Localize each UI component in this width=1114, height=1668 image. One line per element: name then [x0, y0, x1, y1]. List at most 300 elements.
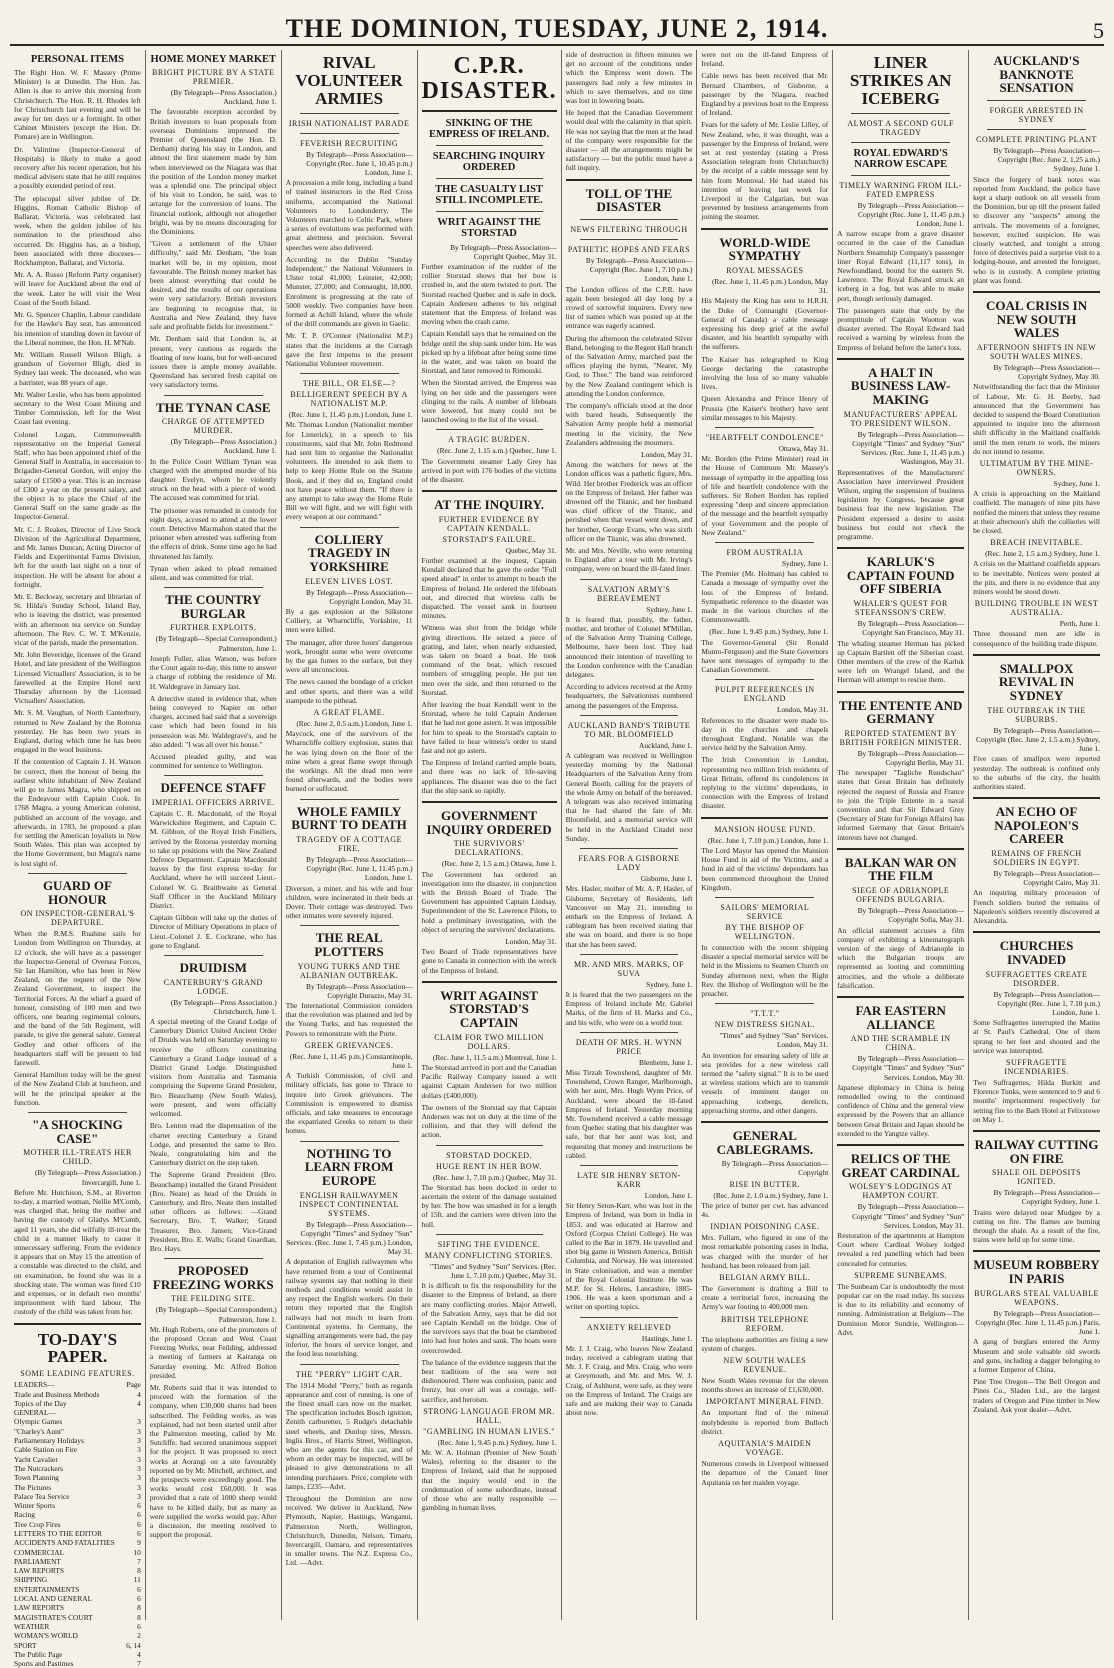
headline: C.P.R. DISASTER.: [421, 53, 557, 105]
article-paragraph: The Premier (Mr. Holman) has cabled to Canada a message of sympathy over the loss of the Empress of Ireland. Sympathetic reference to the disaster was made in the various churches of the Commonwealth.: [701, 569, 829, 625]
divider: [300, 113, 399, 114]
divider: [28, 873, 127, 874]
subheading: IRISH NATIONALIST PARADE: [288, 118, 410, 128]
section-divider: [837, 996, 964, 998]
divider: [987, 100, 1086, 101]
index-page: 4: [137, 1389, 141, 1399]
index-page: 6: [137, 1510, 141, 1520]
article-paragraph: Trains were delayed near Mudgee by a cutting on fire. The flames are burning through the shale. As a result of the fire, trains were held up for some time.: [973, 1207, 1100, 1245]
divider: [164, 775, 263, 776]
index-page: 3: [137, 1454, 141, 1464]
index-row: [14, 1650, 141, 1659]
index-entry: Topics of the Day: [14, 1398, 67, 1408]
article-paragraph: Mr. William Russell Wilson Bligh, a grandson of Governor Bligh, died in Sydney last week. The deceased, who was a barrister, was 88 years of age.: [14, 349, 141, 387]
subheading: INDIAN POISONING CASE.: [710, 1222, 820, 1232]
article-paragraph: Five cases of smallpox were reported yesterday. The outbreak is confined only to the suburbs of the city, the health authorities stated.: [973, 754, 1100, 791]
index-page: 6: [137, 1501, 141, 1511]
index-entry: WEATHER: [14, 1621, 50, 1631]
subheading: WOLSEY'S LODGINGS AT HAMPTON COURT.: [848, 1182, 953, 1201]
column-6: [697, 50, 833, 1620]
section-divider: [973, 291, 1100, 293]
article-paragraph: Sir Henry Seton-Karr, who was lost in the Empress of Ireland, was born in India in 1853, and was educated at Harrow and Oxford (Corpus Christi College). He was called to the Bar in 1879. He travelled and shot big game in Western America, British Columbia, and Norway. He was interested in State colonisation, and was a member of the Royal Colonial Institute. He was M.P. for St. Helens, Lancashire, 1885-1906. He was a keen sportsman and a writer on sporting topics.: [565, 1201, 693, 1312]
article-paragraph: The Storstad has been docked in order to ascertain the extent of the damage sustained by her. The bow was smashed in for a length of 15ft. and the carriers were driven into the hull.: [421, 1182, 557, 1229]
article-paragraph: "Given a settlement of the Ulster difficulty," said Mr. Denham, "the loan market will be, in my opinion, most favourable. The British money market has been almost everything that could be desired, and the results of our operations were very satisfactory. British investors are beginning to recognise that, in Australia and New Zealand, they have safe and profitable fields for investment.": [149, 239, 277, 332]
section-divider: [973, 1250, 1100, 1252]
subheading: THE OUTBREAK IN THE SUBURBS.: [987, 705, 1086, 724]
subheading: COMPLETE PRINTING PLANT: [976, 134, 1097, 144]
article-paragraph: Bro. Lenton read the dispensation of the charter erecting Canterbury a Grand Lodge, and presented the same to Bro. Neale, congratulating him and the Canterbury district on the step taken.: [149, 1121, 277, 1168]
index-entry: Tree Crop Fires: [14, 1519, 61, 1529]
subheading: SALVATION ARMY'S BEREAVEMENT: [587, 584, 671, 603]
headline: SEARCHING INQUIRY ORDERED: [432, 151, 546, 174]
divider: [436, 429, 543, 430]
subheading: NEW SOUTH WALES REVENUE.: [723, 1356, 807, 1375]
masthead-title: THE DOMINION, TUESDAY, JUNE 2, 1914.: [285, 14, 829, 43]
article-paragraph: The Government is drafting a Bill to create a territorial force, increasing the Army's war footing to 400,000 men.: [701, 1284, 829, 1312]
divider: [851, 142, 950, 143]
subheading: ROYAL MESSAGES: [726, 265, 804, 275]
article-paragraph: Mr. W. A. Holman (Premier of New South Wales), referring to the disaster to the Empress of Ireland, said that he supposed that the inquiry would end in the condemnation of some subordinate, instead of those who are really responsible — gambling in human lives.: [421, 1448, 557, 1513]
headline: LINER STRIKES AN ICEBERG: [849, 53, 952, 108]
headline: THE CASUALTY LIST STILL INCOMPLETE.: [435, 184, 543, 207]
article-paragraph: Further examined at the inquest, Captain Kendall declared that he gave the order "Full speed ahead" in order to attempt to beach the Empress of Ireland. He ordered the lifeboats out, and directed that wireless calls be dispatched. The vessel sank in fourteen minutes.: [421, 556, 557, 621]
subheading: MANSION HOUSE FUND.: [714, 824, 816, 834]
article-paragraph: Mr. and Mrs. Neville, who were returning to England after a tour with Mr. Irving's company, were on board the ill-fated liner.: [565, 546, 693, 574]
subheading: SIEGE OF ADRIANOPLE OFFENDS BULGARIA.: [852, 886, 950, 905]
divider: [580, 239, 679, 240]
divider: [580, 954, 679, 955]
section-divider: [973, 931, 1100, 933]
dateline: (By Telegraph—Special Correspondent.) Palmerston, June 1.: [155, 1305, 277, 1324]
index-row: [14, 1538, 141, 1547]
article-paragraph: After leaving the boat Kendall went to the Storstad, where he told Captain Andersen that he had not gone astern. It was impossible for him to speak to the Storstad's captain to have failed to hear witness's order to stand fast and not go astern.: [421, 700, 557, 756]
dateline: London, June 1.: [644, 1190, 693, 1200]
article-paragraph: A procession a mile long, including a band of trained instructors in the Red Cross uniforms, accompanied the National Volunteers to Londonderry. The Volunteers marched to Celtic Park, where a series of evolutions was performed with great alertness and precision. Several speeches were also delivered.: [285, 178, 413, 252]
index-entry: The Pictures: [14, 1482, 52, 1492]
section-divider: [837, 547, 964, 549]
article-paragraph: The Government has ordered an investigation into the disaster, in conjunction with the British Board of Trade. The Government has appointed Captain Lindsay, Superintendent of the St. Lawrence Pilots, to hold a preliminary investigation, with the object of securing the survivors' declarations.: [421, 869, 557, 934]
article-paragraph: Dr. Valintine (Inspector-General of Hospitals) is likely to make a good recovery after his recent operation, but his medical advisers state that he still requires a possibly extended period of rest.: [14, 144, 141, 191]
article-paragraph: Miss Tirzah Townshend, daughter of Mr. Townshend, Crown Ranger, Marlborough, with her aunt, Mrs. Hugh Wynn Price, of Auckland, were aboard the ill-fated Empress of Ireland. Yesterday morning Mr. Townshend received a cable message from Quebec stating that his daughter was safe, but that her aunt was lost, and requesting that money and instructions be cabled.: [565, 1067, 693, 1160]
section-divider: [422, 981, 557, 983]
index-row: [14, 1427, 141, 1436]
article-paragraph: A deputation of English railwaymen who have returned from a tour of Continental railway systems say that nothing in their methods and conditions would assist in any respect the English workers. On their return they reported that the English railways had not much to learn from Continental systems. In Germany, the signalling arrangements were bad, the pay inferior, the hours of service longer, and the food less nourishing.: [285, 1257, 413, 1359]
divider: [580, 1032, 679, 1033]
subheading: THE "PERRY" LIGHT CAR.: [295, 1369, 403, 1379]
index-entry: LAW REPORTS: [14, 1603, 64, 1613]
index-page: 6: [137, 1594, 141, 1604]
dateline: By Telegraph—Press Association—Copyright (Rec. June 1, 10.45 p.m.) London, June 1.: [306, 149, 413, 177]
index-page: 7: [137, 1556, 141, 1566]
headline: GOVERNMENT INQUIRY ORDERED: [426, 808, 552, 837]
section-divider: [837, 848, 964, 850]
divider: [436, 1234, 543, 1235]
index-entry: LAW REPORTS: [14, 1566, 64, 1576]
article-paragraph: References to the disaster were made to-day in the churches and chapels throughout England. Notable was the service held by the Salvation Army.: [701, 715, 829, 753]
subheading: ALMOST A SECOND GULF TRAGEDY: [847, 118, 954, 137]
article-paragraph: By a gas explosion at the Silkstone Colliery, at Wharncliffe, Yorkshire, 11 men were killed.: [285, 606, 413, 635]
subheading: BURGLARS STEAL VALUABLE WEAPONS.: [974, 1288, 1099, 1307]
divider: [580, 579, 679, 580]
section-divider: [701, 228, 828, 230]
article-paragraph: A crisis on the Maitland coalfields appears to be inevitable. Notices were posted at the pits, and there is no evidence that any miners would be stood down.: [973, 559, 1100, 596]
dateline: (Rec. June 1, 7.10 p.m.) Quebec, May 31.: [433, 1172, 557, 1182]
article-paragraph: Among the watchers for news at the London offices was a pathetic figure, Mrs. Wild. Her brother Frederick was an officer on the Empress of Ireland. Her father was drowned off the Titanic, and her husband was chief officer of the Titanic, and perished when that vessel went down, and her brother, George Evans, who was sixth officer on the Titanic, was also drowned.: [565, 460, 693, 543]
article-paragraph: Colonel Logan, Commonwealth representative on the Imperial General Staff, who has been appointed chief of the General Staff in Australia, in succession to Brigadier-General Gordon, will enjoy the salary of £1500 a year. This is an increase of £300 a year on the present salary, and the object is to place the Chief of the General Staff on the same grade as the Inspector-General.: [14, 429, 141, 522]
index-row: [14, 1492, 141, 1501]
index-entry: The Public Page: [14, 1649, 63, 1659]
dateline: (Rec. June 2, 0.5 a.m.) London, June 1.: [296, 719, 413, 728]
index-page: 6, 14: [126, 1640, 141, 1650]
subheading: YOUNG TURKS AND THE ALBANIAN OUTBREAK.: [297, 961, 401, 980]
divider: [715, 542, 814, 543]
article-paragraph: Some Suffragettes interrupted the Matins at St. Paul's Cathedral. One of them sprang to her feet and shouted and the service was interrupted.: [973, 1018, 1100, 1055]
headline: WRIT AGAINST THE STORSTAD: [437, 217, 541, 240]
article-paragraph: Captain Kendall says that he remained on the bridge until the ship sank under him. He was picked up by a lifeboat after being some time in the water, and was taken on board the Storstad, and later removed to Rimouski.: [421, 329, 557, 376]
dateline: By Telegraph—Press Association—Copyright "Times" and Sydney "Sun" Services. (Rec. June 1, 7.45 p.m.) London, May 31.: [286, 1219, 413, 1257]
article-paragraph: He hoped that the Canadian Government would deal with the calamity in that spirit. He was not saying that the men at the head of the company were responsible for the disaster — all the arrangements might be satisfactory — but the public must have a full inquiry.: [565, 108, 693, 173]
divider: [300, 1141, 399, 1142]
headline: CHURCHES INVADED: [999, 938, 1074, 967]
article-paragraph: The Supreme Grand President (Bro. Beauchamp) installed the Grand President (Bro. Neate) as head of the Druids in Canterbury, and Bro. Neate then installed other officers as follows: —Grand Secretary, Bro. T. Walker; Grand Treasurer, Bro. Jansen; Vice-Grand President, Bro. E. Walls; Grand Guardian, Bro. Hays.: [149, 1170, 277, 1253]
dateline: (By Telegraph—Press Association.) Christchurch, June 1.: [170, 997, 277, 1016]
dateline: Perth, June 1.: [1059, 619, 1100, 629]
index-page: 11: [133, 1575, 141, 1585]
index-entry: Racing: [14, 1510, 35, 1520]
index-entry: MAGISTRATE'S COURT: [14, 1612, 93, 1622]
subheading: IMPERIAL OFFICERS ARRIVE.: [151, 797, 275, 807]
index-row: [14, 1622, 141, 1631]
headline: COAL CRISIS IN NEW SOUTH WALES: [985, 297, 1088, 341]
divider: [851, 175, 950, 176]
article-paragraph: The Kaiser has telegraphed to King George declaring the catastrophe involving the loss of so many valuable lives.: [701, 354, 829, 392]
section-divider: [701, 1121, 828, 1123]
dateline: By Telegraph—Press Association—Copyright "Times" and Sydney "Sun" Services. (Rec. June 1, 11.45 p.m.) Washington, May 31.: [852, 429, 965, 467]
subheading: NEW DISTRESS SIGNAL.: [714, 1020, 815, 1030]
dateline: Sydney, June 1.: [781, 559, 829, 569]
subheading: HUGE RENT IN HER BOW.: [436, 1161, 542, 1171]
divider: [300, 527, 399, 528]
subheading: THE FEILDING SITE.: [171, 1294, 256, 1304]
index-entry: Olympic Games: [14, 1417, 63, 1427]
dateline: By Telegraph—Press Association—Copyright Cairo, May 31.: [993, 869, 1100, 888]
article-paragraph: Mrs. Fullam, who figured in one of the most remarkable poisoning cases in India, was charged with the murder of her husband, has been released from jail.: [701, 1233, 829, 1270]
subheading: SUPREME SUNBEAMS.: [854, 1270, 948, 1280]
dateline: (By Telegraph—Press Association.) Auckland, June 1.: [170, 88, 277, 107]
index-page: [127, 1408, 141, 1417]
column-2: [146, 50, 282, 1620]
article-paragraph: A gang of burglars entered the Army Museum and stole valuable old swords and guns, including a dagger belonging to a former Emperor of China.: [973, 1337, 1100, 1374]
article-paragraph: Maycock, one of the survivors of the Wharncliffe colliery explosion, states that he was lying down on the floor of the mine when a great flame swept through the workings. All the dead men were found afterwards, and the bodies were burned or suffocated.: [285, 729, 413, 794]
dateline: By Telegraph—Press Association—Copyright (Rec. June 1, 7.10 p.m.) London, June 1.: [993, 989, 1100, 1017]
dateline: Sydney, June 1.: [646, 604, 693, 614]
headline: DRUIDISM: [179, 960, 247, 976]
subheading: WHALER'S QUEST FOR STEFANSSON'S CREW.: [853, 599, 948, 618]
dateline: London, May 31.: [641, 449, 693, 459]
article-paragraph: Numerous crowds in Liverpool witnessed the departure of the Cunard liner Aquitania on her maiden voyage.: [701, 1459, 829, 1487]
headline: SINKING OF THE EMPRESS OF IRELAND.: [429, 118, 550, 141]
article-paragraph: The Government steamer Lady Grey has arrived in port with 176 bodies of the victims of the disaster.: [421, 456, 557, 484]
section-divider: [837, 1144, 964, 1146]
dateline: (Rec. June 2, 1.15 a.m.) Quebec, June 1.: [437, 446, 557, 456]
dateline: By Telegraph—Press Association—Copyright Durazzo, May 31.: [306, 981, 413, 1000]
article-paragraph: A crisis is approaching on the Maitland coalfield. The managers of nine pits have notified the miners that unless they resume at their afternoon's shift the collieries will be closed.: [973, 489, 1100, 535]
article-paragraph: A detective stated in evidence that, when being conveyed to Napier on other charges, accused had said that a sovereign case which had been found in his possession was Mr. Waldegrave's, and he also added: "I was all over his house.": [149, 693, 277, 749]
headline: THE TYNAN CASE: [155, 399, 271, 415]
section-divider: [422, 490, 557, 492]
article-paragraph: An invention for ensuring safety of life at sea provides for a new wireless call termed the "safety signal." It is to be used at wireless stations which are to transmit vessels of imminent danger on approaching icebergs, derelicts, approaching storms, and other dangers.: [701, 1050, 829, 1115]
article-paragraph: Tynan when asked to plead remained silent, and was committed for trial.: [149, 563, 277, 582]
index-page: Page: [126, 1380, 141, 1390]
section-divider: [837, 691, 964, 693]
column-7: [833, 50, 969, 1620]
columns-container: [10, 50, 1104, 1668]
divider: [580, 715, 679, 716]
article-paragraph: Queen Alexandra and Prince Henry of Prussia (the Kaiser's brother) have sent similar messages to his Majesty.: [701, 394, 829, 422]
headline: RAILWAY CUTTING ON FIRE: [974, 1136, 1099, 1166]
article-paragraph: A special meeting of the Grand Lodge of Canterbury District United Ancient Order of Druids was held on Saturday evening to receive the officers constituting Canterbury a Grand Lodge instead of a District Grand Lodge. Distinguished visitors from Australia and Tasmania comprising the Supreme Grand President, Bro. Beauchamp (New South Wales), were present, and were officially welcomed.: [149, 1017, 277, 1119]
dateline: Ottawa, May 31.: [778, 443, 829, 453]
index-entry: The Nutcrackers: [14, 1463, 64, 1473]
index-row: [14, 1585, 141, 1594]
headline: AT THE INQUIRY.: [434, 497, 545, 513]
article-paragraph: A narrow escape from a grave disaster occurred in the case of the Canadian Northern Steamship Company's passenger liner Royal Edward (11,117 tons), in Newfoundland, bound for the eastern St. Lawrence. The Royal Edward struck an iceberg in a fog, but was able to make port, though seriously damaged.: [837, 229, 965, 303]
index-entry: LOCAL AND GENERAL: [14, 1594, 93, 1604]
index-entry: ACCIDENTS AND FATALITIES: [14, 1538, 115, 1548]
subheading: A TRAGIC BURDEN.: [448, 435, 530, 445]
article-paragraph: Witness was shot from the bridge while giving directions. He seized a piece of grating, and later, when nearly exhausted, was taken on board a boat. He took command of the boat, which rescued numbers of struggling people. He put ten men over the side, and then returned to the Storstad.: [421, 623, 557, 697]
index-entry: SHIPPING: [14, 1575, 48, 1585]
article-paragraph: The manager, after three hours' dangerous work, brought some who were overcome by the gas fumes to the surface, but they were all unconscious.: [285, 637, 413, 675]
article-paragraph: The newspaper "Tagliche Rundschau" states that Great Britain has definitely rejected the request of Russia and France to join the Triple Entente in a naval convention and that Sir Edward Grey (Secretary of State for Foreign Affairs) has informed Germany that Great Britain's interests have not changed.: [837, 768, 965, 842]
headline: HOME MONEY MARKET: [150, 54, 277, 65]
dateline: (Rec. June 1, 11.5 a.m.) Montreal, June 1.: [432, 1052, 557, 1062]
dateline: Sydney, June 1.: [646, 979, 693, 989]
subheading: DEATH OF MRS. H. WYNN PRICE: [575, 1037, 683, 1056]
divider: [580, 1317, 679, 1318]
index-page: 8: [137, 1612, 141, 1622]
article-paragraph: Throughout the Dominion are now received. We deliver in Auckland, New Plymouth, Napier, Hastings, Wanganui, Palmerston North, Wellington, Christchurch, Dunedin, Nelson, Timaru, Invercargill, Oamaru, and representatives in smaller towns. The N.Z. Express Co., Ltd. —Advt.: [285, 1494, 413, 1568]
article-paragraph: Mr. Thomas Lundon (Nationalist member for Limerick), in a speech to his constituents, said that Mr. John Redmond had sent him to organise the Nationalist volunteers. He intended to ask them to help to keep Home Rule on the Statute Book, and if they did so, England could not have peace without them. "If there is any attempt to take away the Home Rule Bill we will fight, and we will fight with every weapon at our command.": [285, 420, 413, 522]
article-paragraph: The International Commission considers that the revolution was planned and led by the Young Turks, and has requested the Powers to remonstrate with the Porte.: [285, 1001, 413, 1038]
article-paragraph: Mr. E. Beckway, secretary and librarian of St. Hilda's Sunday School, Island Bay, who is leaving the district, was presented with an afternoon tea service on Sunday afternoon. The Rev. C. W. T. M'Kenzie, vicar of the parish, made the presentation.: [14, 591, 141, 647]
divider: [164, 395, 263, 396]
dateline: By Telegraph—Press Association—Copyright London, May 31.: [306, 587, 413, 606]
subheading: BY THE BISHOP OF WELLINGTON.: [725, 922, 805, 941]
headline: THE ENTENTE AND GERMANY: [838, 697, 963, 727]
index-page: 4: [137, 1649, 141, 1659]
index-entry: ENTERTAINMENTS: [14, 1584, 80, 1594]
column-3: [282, 50, 418, 1620]
index-row: [14, 1483, 141, 1492]
index-row: [14, 1613, 141, 1622]
index-row: [14, 1399, 141, 1408]
dateline: Quebec, May 31.: [505, 545, 557, 555]
dateline: By Telegraph—Press Association—Copyright "Times" and Sydney "Sun" Services. London, May 30.: [852, 1054, 965, 1082]
subheading: REPORTED STATEMENT BY BRITISH FOREIGN MINISTER.: [839, 728, 962, 747]
section-divider: [973, 1130, 1100, 1132]
subheading: FURTHER EXPLOITS.: [170, 623, 257, 633]
divider: [164, 587, 263, 588]
article-paragraph: Pine Tree Oregon—The Bell Oregon and Pines Co., Sladen Ltd., are the largest traders of Oregon and Pine timber in New Zealand. Ask your dealer—Advt.: [973, 1377, 1100, 1414]
subheading: SAILORS' MEMORIAL SERVICE: [720, 902, 810, 921]
article-paragraph: According to advices received at the Army headquarters, the Salvationists numbered among the passengers of the Empress.: [565, 682, 693, 710]
contents-index: [14, 1380, 141, 1668]
index-row: [14, 1408, 141, 1417]
subheading: THE BILL, OR ELSE—?: [302, 379, 396, 389]
dateline: Gisborne, June 1.: [640, 874, 693, 884]
article-paragraph: The favourable reception accorded by British investors to loan proposals from overseas Dominions impressed the Premier of Queensland (the Hon. D. Denham) during his stay in London, and almost the first statement made by him when interviewed on the Niagara was that the position of the London money market was a splendid one. The principal object of his visit to London, he said, was to arrange for the conversion of loans. The financial outlook, although not altogether bright, was by no means discouraging for the Dominions.: [149, 107, 277, 237]
headline: GENERAL CABLEGRAMS.: [716, 1127, 814, 1157]
index-entry: GENERAL—: [14, 1408, 56, 1418]
headline: WHOLE FAMILY BURNT TO DEATH: [291, 803, 407, 833]
article-paragraph: A cablegram was received in Wellington yesterday morning by the National Headquarters of the Salvation Army from General Booth, calling for the prayers of the whole Army on behalf of the bereaved. A telegram was also received intimating that he had shared the fate of Mr. Bloomfield, and a memorial service will be held in the Auckland Citadel next Sunday.: [565, 751, 693, 843]
article-paragraph: were not on the ill-fated Empress of Ireland.: [701, 50, 829, 69]
subheading: SIFTING THE EVIDENCE.: [437, 1239, 541, 1249]
article-paragraph: It is feared that the two passengers on the Empress of Ireland include Mr. Gabriel Marks, of the firm of H. Marks and Co., and his wife, who were on a world tour.: [565, 989, 693, 1027]
index-row: [14, 1380, 141, 1389]
subheading: BREACH INEVITABLE.: [990, 538, 1083, 548]
article-paragraph: Accused pleaded guilty, and was committed for sentence to Wellington.: [149, 751, 277, 771]
article-paragraph: A Turkish Commission, of civil and military officials, has gone to Thrace to inquire into Greek grievances. The Commission is empowered to dismiss officials, and take measures to encourage the expatriated Greeks to return to their homes.: [285, 1071, 413, 1136]
subheading: "HEARTFELT CONDOLENCE": [705, 432, 824, 442]
divider: [28, 1112, 127, 1113]
headline: GUARD OF HONOUR: [42, 877, 112, 907]
article-paragraph: When the Storstad arrived, the Empress was lying on her side and the passengers were clinging to the rails. A number of lifeboats were lowered, but many could not be launched owing to the list of the vessel.: [421, 378, 557, 425]
dateline: (Rec. June 2, 1.5 a.m.) Sydney, June 1.: [985, 549, 1100, 559]
dateline: Hastings, June 1.: [641, 1333, 693, 1343]
subheading: LATE SIR HENRY SETON-KARR: [577, 1170, 681, 1189]
section-divider: [566, 179, 693, 181]
article-paragraph: The company's officials stood at the door with bared heads. Subsequently the Salvation Army people held a memorial meeting in the vicinity, the New Zealanders addressing the mourners.: [565, 400, 693, 447]
dateline: By Telegraph—Press Association—Copyright (Rec. June 1, 7.10 p.m.) London, June 1.: [585, 255, 693, 284]
section-divider: [422, 801, 557, 803]
dateline: "Times" and Sydney "Sun" Services. London, May 31.: [719, 1031, 829, 1050]
index-entry: WOMAN'S WORLD: [14, 1631, 78, 1641]
subheading: SUFFRAGETTE INCENDIARIES.: [1004, 1057, 1069, 1076]
subheading: PATHETIC HOPES AND FEARS: [567, 244, 691, 254]
article-paragraph: The Right Hon. W. F. Massey (Prime Minister) is at Dunedin. The Hon. Jas. Allen is due to arrive this morning from Christchurch. The Hon. R. H. Rhodes left for Christchurch last evening and will be away for ten days or a fortnight. In other Cabinet Ministers (except the Hon. Dr. Pomare) are in Wellington.: [14, 68, 141, 142]
index-page: 8: [137, 1603, 141, 1613]
dateline: London, May 31.: [776, 705, 829, 715]
article-paragraph: General Hamilton today will be the guest of the New Zealand Club at luncheon, and will be the principal speaker at the function.: [14, 1070, 141, 1107]
headline: AN ECHO OF NAPOLEON'S CAREER: [994, 804, 1079, 847]
article-paragraph: Mr. G. Spencer Chaplin, Labour candidate for the Hawke's Bay seat, has announced his intention of standing down in favour of the Liberal nominee, the Hon. H. M'Nab.: [14, 310, 141, 347]
article-paragraph: The episcopal silver jubilee of Dr. Higgins, Roman Catholic Bishop of Ballarat, Victoria, was celebrated last week, when the golden jubilee of his nomination to the priesthood also occurred. Dr. Higgins has, as a bishop, been associated with three dioceses—Rockhampton, Ballarat, and Victoria.: [14, 193, 141, 268]
subheading: ENGLISH RAILWAYMEN INSPECT CONTINENTAL SYSTEMS.: [299, 1190, 399, 1218]
article-paragraph: The Storstad arrived in port and the Canadian Pacific Railway Company issued a writ against Captain Andersen for two million dollars (£400,000).: [421, 1062, 557, 1100]
dateline: London, May 31.: [505, 937, 557, 946]
section-divider: [14, 1323, 141, 1325]
subheading: STORSTAD'S FAILURE.: [442, 534, 536, 544]
index-page: 3: [137, 1436, 141, 1446]
article-paragraph: Diverson, a miner, and his wife and four children, were incinerated in their beds at Dover. Their cottage was destroyed. Two other inmates were severely injured.: [285, 883, 413, 921]
index-row: [14, 1455, 141, 1464]
article-paragraph: The balance of the evidence suggests that the best traditions of the sea were not dishonoured. There was confusion, panic and frenzy, but over all was a courage, self-sacrifice, and heroism.: [421, 1357, 557, 1404]
section-divider: [973, 797, 1100, 799]
subheading: FORGER ARRESTED IN SYDNEY: [989, 105, 1084, 124]
divider: [300, 1364, 399, 1365]
dateline: By Telegraph—Press Association—Copyright Berlin, May 31.: [857, 748, 965, 767]
article-paragraph: Further examination of the rudder of the collier Storstad shows that her bow is crushed in, and the stem twisted to port. The Storstad reached Quebec and is safe in dock. Captain Andersen adheres to his original statement that the Empress of Ireland was moving when the crash came.: [421, 261, 557, 327]
subheading: BUILDING TROUBLE IN WEST AUSTRALIA.: [974, 599, 1099, 618]
index-entry: LETTERS TO THE EDITOR: [14, 1528, 102, 1538]
article-paragraph: Joseph Fuller, alias Watson, was before the Court again to-day, this time to answer a charge of robbing the residence of Mr. H. Waldegrave in January last.: [149, 653, 277, 691]
index-row: [14, 1510, 141, 1519]
divider: [300, 133, 399, 134]
index-page: 3: [137, 1445, 141, 1455]
dateline: (Rec. June 1, 7.10 p.m.) London, June 1.: [707, 835, 829, 845]
index-entry: Winter Sports: [14, 1501, 55, 1511]
article-paragraph: Japanese diplomacy in China is being remodelled owing to the continued confidence of China and the general view expressed by the Powers that an alliance between Great Britain and Japan should be extended to the Yangtze valley.: [837, 1082, 965, 1138]
subheading: TRAGEDY OF A COTTAGE FIRE.: [296, 834, 402, 853]
article-paragraph: Before Mr. Hutchison, S.M., at Riverton to-day, a married woman, Nellie M'Comb, was charged that, being the mother and having the custody of Gladys M'Comb, aged 11 years, she did wilfully ill-treat the child in a manner likely to cause it unnecessary suffering. From the evidence it appears that on May 15 the attention of a constable was directed to the child, and on examination, he found she was in a shocking state. The woman was fined £10 and expenses, or in default two months' imprisonment with hard labour. The custody of the child was taken from her.: [14, 1187, 141, 1317]
dateline: (Rec. June 1, 9.45 p.m.) Sydney, June 1.: [709, 627, 829, 637]
subheading: SUFFRAGETTES CREATE DISORDER.: [985, 969, 1088, 988]
index-entry: Parliamentary Holidays: [14, 1436, 84, 1446]
index-page: 8: [137, 1566, 141, 1576]
dateline: (Rec. June 1, 11.45 p.m.) Constantinople, June 1.: [289, 1051, 413, 1071]
index-entry: Cable Station on Fire: [14, 1445, 78, 1455]
article-paragraph: The whaling steamer Herman has picked up Captain Bartlett off the Siberian coast. Other members of the crew of the Karluk were left on Wrangel Island, and the Herman will attempt to rescue them.: [837, 638, 965, 685]
subheading: CANTERBURY'S GRAND LODGE.: [163, 977, 263, 996]
index-row: [14, 1603, 141, 1612]
article-paragraph: An important find of the mineral molybdenite is reported from Bulloch district.: [701, 1408, 829, 1436]
subheading: "T.T.T.": [750, 1009, 780, 1019]
subheading: BRIGHT PICTURE BY A STATE PREMIER.: [151, 68, 275, 87]
article-paragraph: The Empress of Ireland carried ample boats, and there was no lack of life-saving appliances. The disaster was due to the fact that the ship sank so rapidly.: [421, 758, 557, 795]
section-divider: [701, 817, 828, 819]
headline: DEFENCE STAFF: [160, 780, 267, 796]
index-page: 3: [137, 1463, 141, 1473]
article-paragraph: His Majesty the King has sent to H.R.H. the Duke of Connaught (Governor-General of Canada) a cable message expressing his deep grief at the awful disaster, and his heartfelt sympathy with the sufferers.: [701, 296, 829, 352]
subheading: AUCKLAND BAND'S TRIBUTE TO MR. BLOOMFIELD: [567, 720, 691, 739]
dateline: Auckland, June 1.: [639, 740, 693, 750]
article-paragraph: Since the forgery of bank notes was reported from Auckland, the police have kept a sharp outlook on all vessels from the Dominion, but up till the present failed to discover any "suspects" among the arrivals. The movements of a foreigner, however, excited suspicion. He was closely watched, and tonight a strong force of detectives paid a surprise visit to a lodging-house, and arrested the foreigner, who is in custody. A complete printing plant was found.: [973, 174, 1100, 285]
index-entry: Town Planning: [14, 1473, 59, 1483]
article-paragraph: The telephone authorities are fixing a new system of charges.: [701, 1334, 829, 1353]
article-paragraph: Fears for the safety of Mr. Leslie Lilley, of New Zealand, who, it was thought, was a passenger by the Empress of Ireland, were set at rest yesterday (stating a Press Association telegram from Christchurch) by the receipt of a cable message sent by him from Montreal. He had stated his intention of leaving last week for Liverpool in the Calgarian, but was prevented by business arrangements from joining the steamer.: [701, 120, 829, 222]
divider: [300, 925, 399, 926]
subheading: GREEK GRIEVANCES.: [304, 1040, 394, 1050]
subheading: ON INSPECTOR-GENERAL'S DEPARTURE.: [20, 909, 135, 928]
index-entry: LEADERS—: [14, 1380, 55, 1390]
index-row: [14, 1557, 141, 1566]
divider: [715, 1003, 814, 1004]
index-page: 6: [137, 1621, 141, 1631]
index-page: 3: [137, 1491, 141, 1501]
index-page: 2: [137, 1631, 141, 1641]
headline: WRIT AGAINST STORSTAD'S CAPTAIN: [440, 987, 538, 1031]
index-row: [14, 1548, 141, 1557]
article-paragraph: The 1914 Model "Perry," both as regards appearance and cost of running, is one of the finest small cars now on the market. The specification includes Bosch ignition, Zenith carburetter, 5 Rudge's detachable steel wheels, and Dunlop tires, Messrs. Inglis Bros., of Harris Street, Wellington, who are the agents for this car, and of whom an order may be inspected, will be pleased to give demonstrations to all intending purchasers. Price, complete with lamps, £235—Advt.: [285, 1380, 413, 1491]
article-paragraph: Representatives of the Manufacturers' Association have interviewed President Wilson, urging the suspension of business legislation by Congress, because great business fear the new legislation. The President expressed a desire to assist business but could not check the programme.: [837, 467, 965, 541]
article-paragraph: Captain Gibbon will take up the duties of Director of Military Operations in place of Lieut.-Colonel J. E. Cockrane, who has gone to England.: [149, 913, 277, 950]
index-row: [14, 1566, 141, 1575]
divider: [436, 1145, 543, 1146]
divider: [715, 679, 814, 680]
index-row: [14, 1390, 141, 1399]
headline: A HALT IN BUSINESS LAW-MAKING: [850, 364, 951, 408]
divider: [436, 145, 543, 146]
index-entry: Yacht Cavalier: [14, 1454, 58, 1464]
index-row: [14, 1659, 141, 1668]
headline: AUCKLAND'S BANKNOTE SENSATION: [993, 53, 1080, 96]
divider: [580, 848, 679, 849]
index-row: [14, 1436, 141, 1445]
subheading: SOME LEADING FEATURES.: [20, 1369, 135, 1379]
headline: TOLL OF THE DISASTER: [585, 185, 673, 215]
